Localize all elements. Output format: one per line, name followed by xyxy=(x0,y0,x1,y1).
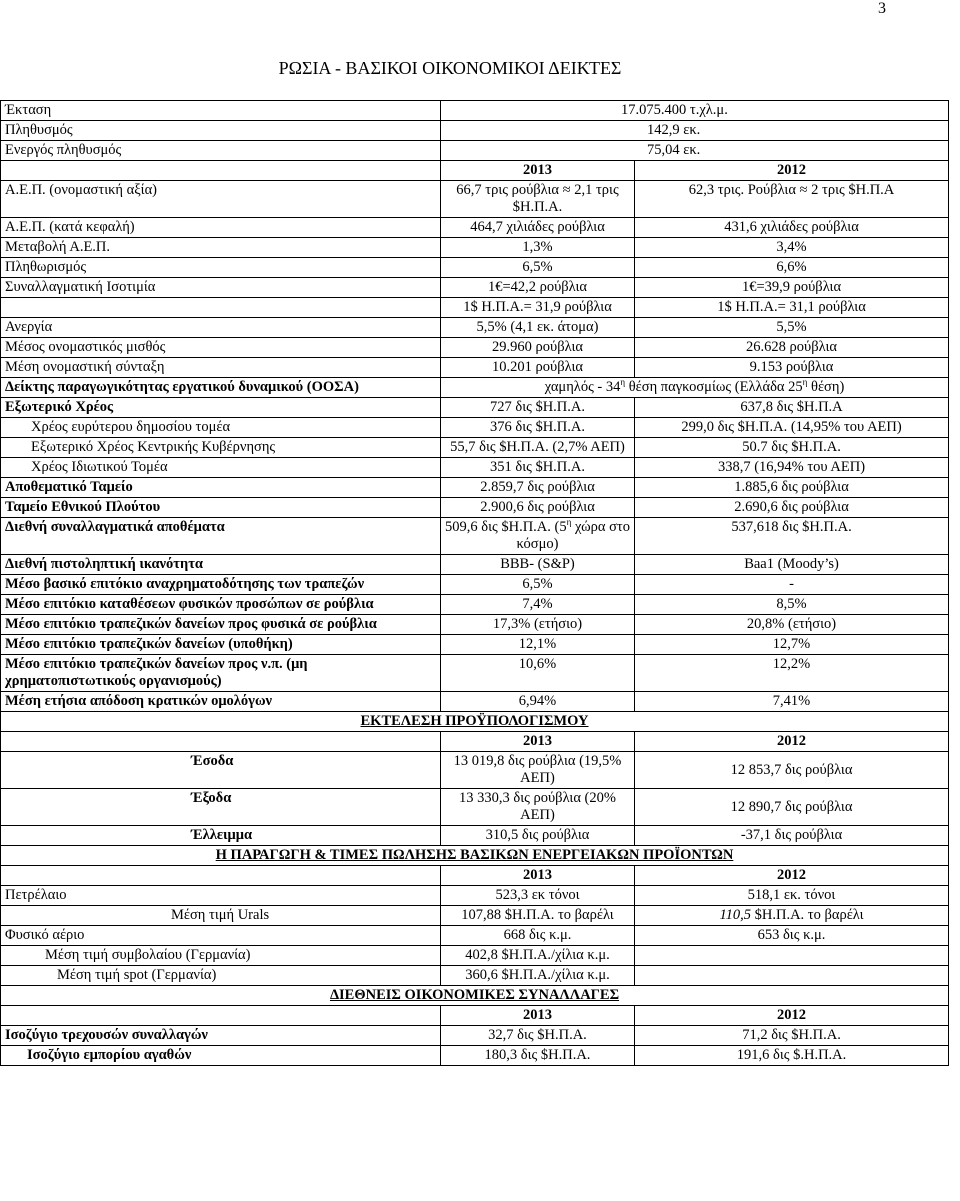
table-row xyxy=(1,886,949,906)
table-row xyxy=(1,258,949,278)
page-number: 3 xyxy=(878,0,886,17)
year-header-row xyxy=(1,732,949,752)
row-label: Πληθυσμός xyxy=(1,121,441,141)
table-row xyxy=(1,141,949,161)
row-label: Έσοδα xyxy=(1,752,441,789)
table-row xyxy=(1,438,949,458)
row-label: Μέση ετήσια απόδοση κρατικών ομολόγων xyxy=(1,692,441,712)
value-2012: 20,8% (ετήσιο) xyxy=(635,615,949,635)
row-value: 75,04 εκ. xyxy=(441,141,949,161)
energy-section-title: Η ΠΑΡΑΓΩΓΗ & ΤΙΜΕΣ ΠΩΛΗΣΗΣ ΒΑΣΙΚΩΝ ΕΝΕΡΓΕΙΑΚΩΝ ΠΡΟΪΟΝΤΩΝ xyxy=(1,846,949,866)
row-label: Αποθεματικό Ταμείο xyxy=(1,478,441,498)
row-label: Χρέος ευρύτερου δημοσίου τομέα xyxy=(1,418,441,438)
row-label: Μέσο επιτόκιο τραπεζικών δανείων προς ν.π. (μη χρηματοπιστωτικούς οργανισμούς) xyxy=(1,655,441,692)
value-2012: 6,6% xyxy=(635,258,949,278)
value-2012 xyxy=(635,966,949,986)
section-header-row xyxy=(1,712,949,732)
value-2013: 523,3 εκ τόνοι xyxy=(441,886,635,906)
table-row xyxy=(1,1026,949,1046)
table-row xyxy=(1,966,949,986)
value-2012 xyxy=(635,946,949,966)
year-header-row xyxy=(1,161,949,181)
value-2013: 107,88 $Η.Π.Α. το βαρέλι xyxy=(441,906,635,926)
table-row xyxy=(1,635,949,655)
value-2012: 338,7 (16,94% του ΑΕΠ) xyxy=(635,458,949,478)
row-label: Χρέος Ιδιωτικού Τομέα xyxy=(1,458,441,478)
value-2012: 518,1 εκ. τόνοι xyxy=(635,886,949,906)
value-2013: 6,5% xyxy=(441,575,635,595)
value-2013: 402,8 $Η.Π.Α./χίλια κ.μ. xyxy=(441,946,635,966)
table-row xyxy=(1,238,949,258)
value-2012: - xyxy=(635,575,949,595)
row-label: Εξωτερικό Χρέος xyxy=(1,398,441,418)
table-row xyxy=(1,575,949,595)
row-label: Μεταβολή Α.Ε.Π. xyxy=(1,238,441,258)
table-row xyxy=(1,655,949,692)
value-2013: 10.201 ρούβλια xyxy=(441,358,635,378)
table-row xyxy=(1,378,949,398)
value-2012: 537,618 δις $Η.Π.Α. xyxy=(635,518,949,555)
value-2012: 71,2 δις $Η.Π.Α. xyxy=(635,1026,949,1046)
row-label: Φυσικό αέριο xyxy=(1,926,441,946)
table-row xyxy=(1,1046,949,1066)
budget-section-title: ΕΚΤΕΛΕΣΗ ΠΡΟΫΠΟΛΟΓΙΣΜΟΥ xyxy=(1,712,949,732)
value-2013: 1€=42,2 ρούβλια xyxy=(441,278,635,298)
table-row xyxy=(1,478,949,498)
row-label: Εξωτερικό Χρέος Κεντρικής Κυβέρνησης xyxy=(1,438,441,458)
table-row xyxy=(1,338,949,358)
value-2013: 32,7 δις $Η.Π.Α. xyxy=(441,1026,635,1046)
value-2013: 180,3 δις $Η.Π.Α. xyxy=(441,1046,635,1066)
row-label: Ισοζύγιο εμπορίου αγαθών xyxy=(1,1046,441,1066)
value-2013: 351 δις $Η.Π.Α. xyxy=(441,458,635,478)
value-2013: 6,5% xyxy=(441,258,635,278)
year-2012: 2012 xyxy=(635,732,949,752)
table-row xyxy=(1,498,949,518)
year-2012: 2012 xyxy=(635,161,949,181)
table-row xyxy=(1,906,949,926)
table-row xyxy=(1,518,949,555)
table-row xyxy=(1,278,949,298)
row-value: 17.075.400 τ.χλ.μ. xyxy=(441,101,949,121)
value-2012: 2.690,6 δις ρούβλια xyxy=(635,498,949,518)
table-row xyxy=(1,946,949,966)
year-2012: 2012 xyxy=(635,1006,949,1026)
productivity-value: χαμηλός - $34^\eta$ θέση παγκοσμίως (Ελλάδα $25^\eta$ θέση) xyxy=(441,378,949,398)
value-2013: BBB- (S&P) xyxy=(441,555,635,575)
value-2012: 7,41% xyxy=(635,692,949,712)
table-row xyxy=(1,398,949,418)
row-label: Ταμείο Εθνικού Πλούτου xyxy=(1,498,441,518)
value-2012: 431,6 χιλιάδες ρούβλια xyxy=(635,218,949,238)
table-row xyxy=(1,218,949,238)
table-row xyxy=(1,101,949,121)
value-2013: 13 330,3 δις ρούβλια (20% ΑΕΠ) xyxy=(441,789,635,826)
value-2012: 110,5 $Η.Π.Α. το βαρέλι xyxy=(635,906,949,926)
row-label: Έλλειμμα xyxy=(1,826,441,846)
value-2013: 668 δις κ.μ. xyxy=(441,926,635,946)
table-row xyxy=(1,752,949,789)
row-label: Α.Ε.Π. (κατά κεφαλή) xyxy=(1,218,441,238)
row-label xyxy=(1,298,441,318)
section-header-row xyxy=(1,986,949,1006)
value-2013: 10,6% xyxy=(441,655,635,692)
row-label: Μέσος ονομαστικός μισθός xyxy=(1,338,441,358)
row-label: Δείκτης παραγωγικότητας εργατικού δυναμικού (ΟΟΣΑ) xyxy=(1,378,441,398)
row-label: Μέσο επιτόκιο τραπεζικών δανείων προς φυσικά σε ρούβλια xyxy=(1,615,441,635)
value-2013: 17,3% (ετήσιο) xyxy=(441,615,635,635)
value-2012: 3,4% xyxy=(635,238,949,258)
year-2012: 2012 xyxy=(635,866,949,886)
value-2013: 7,4% xyxy=(441,595,635,615)
row-label: Διεθνή πιστοληπτική ικανότητα xyxy=(1,555,441,575)
value-2012: 62,3 τρις. Ρούβλια ≈ 2 τρις $Η.Π.Α xyxy=(635,181,949,218)
indicators-table xyxy=(0,100,949,1066)
row-label: Μέσο επιτόκιο τραπεζικών δανείων (υποθήκη) xyxy=(1,635,441,655)
table-row xyxy=(1,555,949,575)
table-row xyxy=(1,121,949,141)
table-row xyxy=(1,595,949,615)
value-2013: 1$ Η.Π.Α.= 31,9 ρούβλια xyxy=(441,298,635,318)
value-2013: 55,7 δις $Η.Π.Α. (2,7% ΑΕΠ) xyxy=(441,438,635,458)
table-row xyxy=(1,692,949,712)
value-2012: -37,1 δις ρούβλια xyxy=(635,826,949,846)
value-2013: 1,3% xyxy=(441,238,635,258)
value-2012: 9.153 ρούβλια xyxy=(635,358,949,378)
table-row xyxy=(1,298,949,318)
row-label: Έξοδα xyxy=(1,789,441,826)
table-row xyxy=(1,789,949,826)
value-2012: 299,0 δις $Η.Π.Α. (14,95% του ΑΕΠ) xyxy=(635,418,949,438)
value-2012: 26.628 ρούβλια xyxy=(635,338,949,358)
year-2013: 2013 xyxy=(441,161,635,181)
row-label: Μέσο επιτόκιο καταθέσεων φυσικών προσώπων σε ρούβλια xyxy=(1,595,441,615)
row-label: Ισοζύγιο τρεχουσών συναλλαγών xyxy=(1,1026,441,1046)
year-2013: 2013 xyxy=(441,866,635,886)
value-2012: Baa1 (Moody’s) xyxy=(635,555,949,575)
row-label: Ανεργία xyxy=(1,318,441,338)
value-2013: 12,1% xyxy=(441,635,635,655)
row-label: Διεθνή συναλλαγματικά αποθέματα xyxy=(1,518,441,555)
value-2013: 2.900,6 δις ρούβλια xyxy=(441,498,635,518)
value-2012: 12,2% xyxy=(635,655,949,692)
value-2012: 653 δις κ.μ. xyxy=(635,926,949,946)
row-label: Μέσο βασικό επιτόκιο αναχρηματοδότησης των τραπεζών xyxy=(1,575,441,595)
table-row xyxy=(1,358,949,378)
table-row xyxy=(1,181,949,218)
table-row xyxy=(1,418,949,438)
row-label: Πετρέλαιο xyxy=(1,886,441,906)
row-label: Μέση τιμή Urals xyxy=(1,906,441,926)
value-2013: 727 δις $Η.Π.Α. xyxy=(441,398,635,418)
row-value: 142,9 εκ. xyxy=(441,121,949,141)
table-row xyxy=(1,826,949,846)
value-2012: 12 853,7 δις ρούβλια xyxy=(635,752,949,789)
row-label: Πληθωρισμός xyxy=(1,258,441,278)
row-label: Έκταση xyxy=(1,101,441,121)
value-2012: 637,8 δις $Η.Π.Α xyxy=(635,398,949,418)
row-label: Ενεργός πληθυσμός xyxy=(1,141,441,161)
row-label: Μέση τιμή συμβολαίου (Γερμανία) xyxy=(1,946,441,966)
value-2012: 12 890,7 δις ρούβλια xyxy=(635,789,949,826)
value-2012: 8,5% xyxy=(635,595,949,615)
page-title: ΡΩΣΙΑ - ΒΑΣΙΚΟΙ ΟΙΚΟΝΟΜΙΚΟΙ ΔΕΙΚΤΕΣ xyxy=(278,58,622,78)
value-2013: 376 δις $Η.Π.Α. xyxy=(441,418,635,438)
value-2012: 5,5% xyxy=(635,318,949,338)
row-label: Μέση τιμή spot (Γερμανία) xyxy=(1,966,441,986)
value-2012: 50.7 δις $Η.Π.Α. xyxy=(635,438,949,458)
table-row xyxy=(1,615,949,635)
value-2012: 1$ Η.Π.Α.= 31,1 ρούβλια xyxy=(635,298,949,318)
year-2013: 2013 xyxy=(441,732,635,752)
year-header-row xyxy=(1,866,949,886)
value-2013: 360,6 $Η.Π.Α./χίλια κ.μ. xyxy=(441,966,635,986)
value-2013: 6,94% xyxy=(441,692,635,712)
value-2013: 5,5% (4,1 εκ. άτομα) xyxy=(441,318,635,338)
row-label: Μέση ονομαστική σύνταξη xyxy=(1,358,441,378)
table-row xyxy=(1,318,949,338)
row-label: Συναλλαγματική Ισοτιμία xyxy=(1,278,441,298)
value-2012: 1€=39,9 ρούβλια xyxy=(635,278,949,298)
value-2013: 29.960 ρούβλια xyxy=(441,338,635,358)
value-2013: 13 019,8 δις ρούβλια (19,5% ΑΕΠ) xyxy=(441,752,635,789)
table-row xyxy=(1,458,949,478)
year-2013: 2013 xyxy=(441,1006,635,1026)
row-label: Α.Ε.Π. (ονομαστική αξία) xyxy=(1,181,441,218)
value-2012: 191,6 δις $.Η.Π.Α. xyxy=(635,1046,949,1066)
value-2012: 12,7% xyxy=(635,635,949,655)
value-2013: 509,6 δις $Η.Π.Α. ($5^\eta$ χώρα στο κόσμο) xyxy=(441,518,635,555)
value-2012: 1.885,6 δις ρούβλια xyxy=(635,478,949,498)
value-2013: 66,7 τρις ρούβλια ≈ 2,1 τρις $Η.Π.Α. xyxy=(441,181,635,218)
year-header-row xyxy=(1,1006,949,1026)
table-row xyxy=(1,926,949,946)
value-2013: 310,5 δις ρούβλια xyxy=(441,826,635,846)
value-2013: 464,7 χιλιάδες ρούβλια xyxy=(441,218,635,238)
value-2013: 2.859,7 δις ρούβλια xyxy=(441,478,635,498)
section-header-row xyxy=(1,846,949,866)
trade-section-title: ΔΙΕΘΝΕΙΣ ΟΙΚΟΝΟΜΙΚΕΣ ΣΥΝΑΛΛΑΓΕΣ xyxy=(1,986,949,1006)
